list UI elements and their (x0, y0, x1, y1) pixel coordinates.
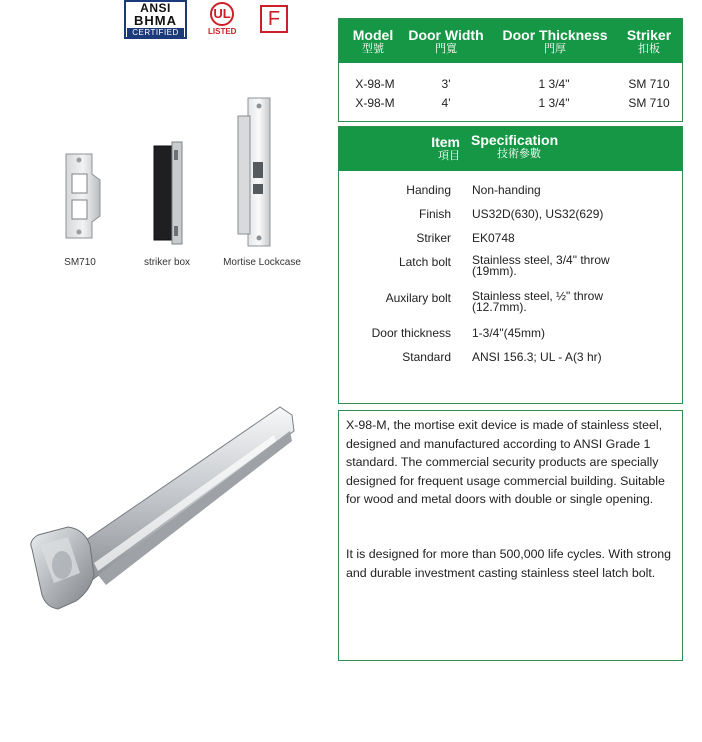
part-caption-striker-box: striker box (143, 257, 191, 268)
spec-item-label: Standard (402, 350, 451, 364)
spec-item-value: Stainless steel, 3/4" throw (19mm). (472, 253, 610, 278)
part-caption-mortise-lockcase: Mortise Lockcase (223, 257, 301, 268)
bhma-line1: ANSI (140, 1, 171, 15)
table-cell: 3' (441, 77, 451, 91)
table-cell: SM 710 (628, 77, 670, 91)
table-cell: X-98-M (355, 96, 395, 110)
spec-item-value: ANSI 156.3; UL - A(3 hr) (472, 350, 602, 364)
table-cell: SM 710 (628, 96, 670, 110)
spec-item-label: Auxilary bolt (385, 291, 451, 305)
ul-listed-label: LISTED (208, 27, 237, 36)
header-door-thickness: Door Thickness 門厚 (502, 27, 608, 55)
description-panel (338, 410, 683, 661)
model-table (338, 18, 683, 122)
table-cell: X-98-M (355, 77, 395, 91)
spec-item-value: US32D(630), US32(629) (472, 207, 604, 221)
part-caption-sm710: SM710 (64, 257, 96, 268)
spec-item-value: Stainless steel, ½" throw (12.7mm). (472, 289, 603, 314)
exit-device-product-image (24, 405, 300, 627)
table-cell: 1 3/4" (538, 77, 570, 91)
ul-mark: UL (210, 2, 234, 26)
spec-item-label: Handing (406, 183, 451, 197)
ul-listed-logo (208, 2, 236, 40)
sm710-strike-plate-image (62, 150, 104, 240)
spec-item-label: Latch bolt (398, 255, 451, 269)
spec-item-label: Finish (418, 207, 451, 221)
header-model: Model 型號 (352, 27, 394, 55)
header-striker: Striker 扣板 (626, 27, 672, 55)
spec-item-value: EK0748 (472, 231, 515, 245)
mortise-lockcase-image (234, 96, 274, 248)
spec-item-value: Non-handing (472, 183, 541, 197)
description-paragraph-2: It is designed for more than 500,000 life cycles. With strong and durable investment casting stainless steel latch bolt. (346, 547, 672, 580)
spec-item-label: Door thickness (371, 326, 451, 340)
ansi-bhma-logo (124, 0, 187, 39)
bhma-line3: CERTIFIED (127, 28, 184, 37)
bhma-line2: BHMA (134, 13, 177, 28)
specification-table (338, 126, 683, 404)
header-specification: Specification 技術參數 (471, 132, 559, 160)
header-door-width: Door Width 門寬 (408, 27, 484, 55)
table-cell: 4' (441, 96, 451, 110)
header-item: Item 項目 (431, 134, 460, 162)
table-cell: 1 3/4" (538, 96, 570, 110)
spec-item-label: Striker (416, 231, 451, 245)
striker-box-image (150, 140, 186, 246)
spec-item-value: 1-3/4"(45mm) (472, 326, 545, 340)
description-paragraph-1: X-98-M, the mortise exit device is made of stainless steel, designed and manufactured according to ANSI Grade 1 standard. The commercial security products are specially designed for frequent usage commercial building. Suitable for wood and metal doors with double or single opening. (346, 418, 665, 506)
fire-rated-logo: F (260, 5, 288, 33)
